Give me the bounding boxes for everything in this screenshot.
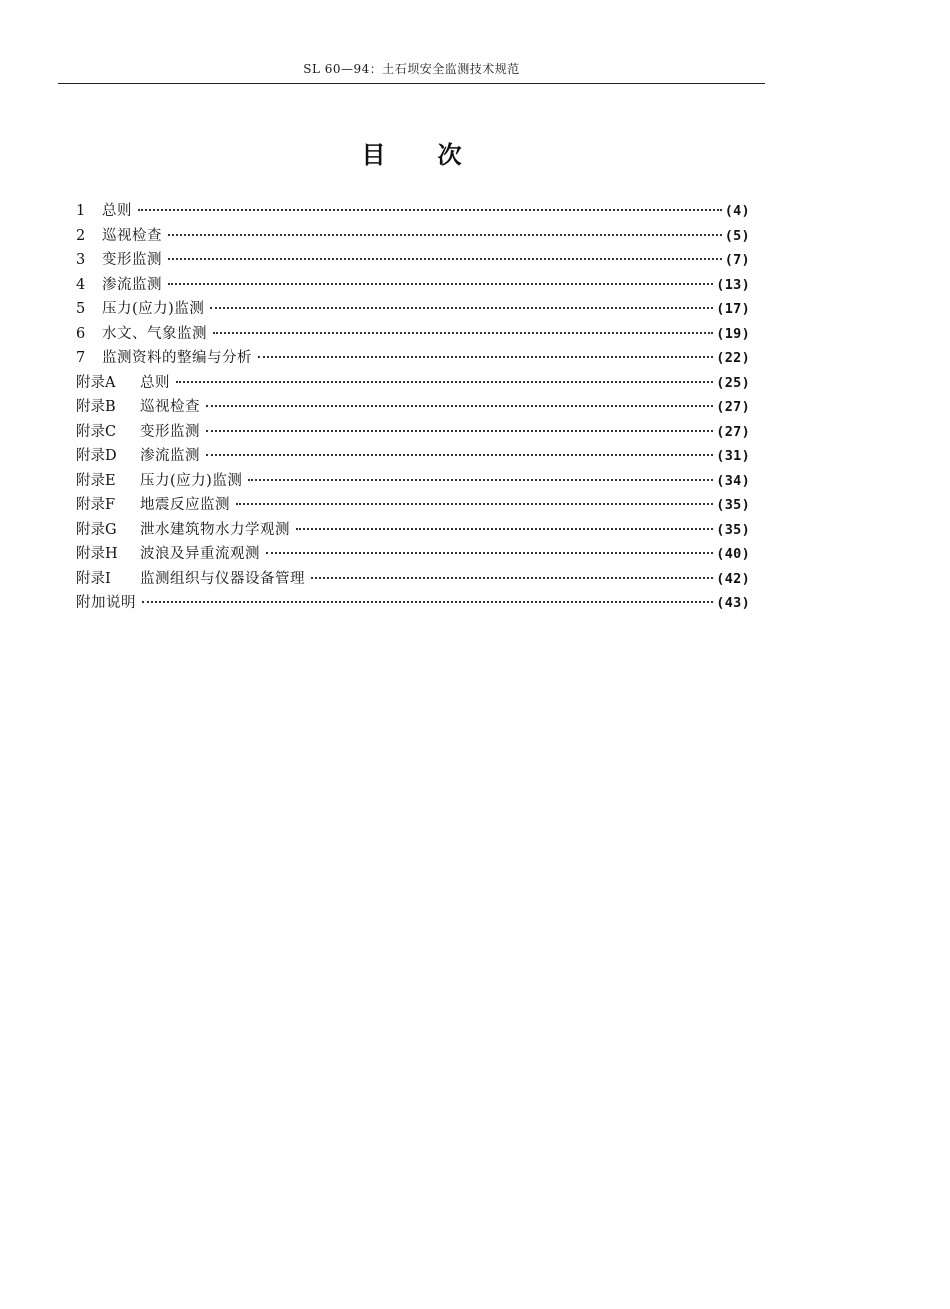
toc-entry-page: (43)	[716, 595, 750, 611]
toc-entry-chapter-5[interactable]	[76, 297, 750, 322]
toc-entry-appendix-b[interactable]	[76, 395, 750, 420]
dot-leader	[311, 577, 713, 579]
toc-entry-label: 变形监测	[102, 252, 162, 268]
dot-leader	[168, 258, 722, 260]
dot-leader	[142, 601, 713, 603]
toc-entry-number: 1	[76, 203, 86, 219]
toc-entry-label: 总则	[140, 374, 170, 391]
toc-entry-chapter-3[interactable]	[76, 248, 750, 273]
toc-entry-appendix-f[interactable]	[76, 493, 750, 518]
toc-entry-page: (27)	[716, 399, 750, 415]
toc-entry-appendix-i[interactable]	[76, 567, 750, 592]
toc-entry-label: 渗流监测	[102, 276, 162, 293]
toc-entry-label: 监测资料的整编与分析	[102, 350, 252, 366]
toc-entry-number: 3	[76, 252, 86, 268]
toc-entry-page: (5)	[724, 227, 750, 244]
dot-leader	[296, 528, 713, 530]
toc-entry-page: (25)	[716, 374, 750, 391]
toc-entry-number: 附录H	[76, 546, 118, 562]
toc-entry-label: 波浪及异重流观测	[140, 546, 260, 562]
dot-leader	[206, 454, 713, 456]
toc-entry-page: (27)	[716, 423, 750, 440]
toc-entry-number: 7	[76, 350, 86, 366]
toc-entry-label: 监测组织与仪器设备管理	[140, 570, 305, 587]
dot-leader	[210, 307, 713, 309]
toc-entry-page: (4)	[724, 203, 750, 219]
toc-entry-page: (17)	[716, 301, 750, 317]
dot-leader	[168, 283, 713, 285]
toc-entry-appendix-g[interactable]	[76, 518, 750, 543]
toc-entry-page: (13)	[716, 276, 750, 293]
toc-entry-appendix-e[interactable]	[76, 469, 750, 494]
toc-entry-number: 附录D	[76, 448, 117, 464]
toc-entry-label: 巡视检查	[140, 399, 200, 415]
dot-leader	[168, 234, 722, 236]
toc-entry-number: 5	[76, 301, 86, 317]
toc-entry-label: 压力(应力)监测	[102, 301, 205, 317]
toc-entry-page: (19)	[716, 325, 750, 342]
toc-entry-page: (35)	[716, 521, 750, 538]
toc-entry-label: 水文、气象监测	[102, 325, 207, 342]
toc-entry-label: 压力(应力)监测	[140, 472, 243, 489]
dot-leader	[206, 430, 713, 432]
dot-leader	[213, 332, 713, 334]
dot-leader	[248, 479, 713, 481]
table-of-contents	[76, 199, 750, 616]
header-rule	[58, 83, 765, 84]
toc-entry-appendix-c[interactable]	[76, 420, 750, 445]
toc-entry-number: 附录G	[76, 521, 117, 538]
page-title: 目次	[361, 140, 514, 169]
toc-entry-label: 总则	[102, 203, 132, 219]
toc-entry-page: (40)	[716, 546, 750, 562]
toc-entry-number: 附录A	[76, 374, 116, 391]
dot-leader	[266, 552, 713, 554]
toc-entry-label: 地震反应监测	[140, 497, 230, 513]
toc-entry-label: 附加说明	[76, 595, 136, 611]
toc-entry-appendix-a[interactable]	[76, 371, 750, 396]
toc-entry-appendix-d[interactable]	[76, 444, 750, 469]
toc-entry-chapter-2[interactable]	[76, 224, 750, 249]
dot-leader	[206, 405, 713, 407]
toc-entry-chapter-7[interactable]	[76, 346, 750, 371]
toc-entry-chapter-4[interactable]	[76, 273, 750, 298]
toc-entry-appendix-h[interactable]	[76, 542, 750, 567]
toc-entry-page: (34)	[716, 472, 750, 489]
toc-entry-page: (22)	[716, 350, 750, 366]
toc-entry-number: 2	[76, 227, 86, 244]
toc-entry-label: 泄水建筑物水力学观测	[140, 521, 290, 538]
toc-entry-number: 附录C	[76, 423, 117, 440]
toc-entry-number: 附录F	[76, 497, 116, 513]
toc-entry-number: 6	[76, 325, 86, 342]
toc-entry-number: 附录E	[76, 472, 116, 489]
toc-entry-page: (7)	[724, 252, 750, 268]
toc-entry-number: 4	[76, 276, 86, 293]
toc-entry-chapter-6[interactable]	[76, 322, 750, 347]
toc-entry-chapter-1[interactable]	[76, 199, 750, 224]
toc-entry-label: 渗流监测	[140, 448, 200, 464]
toc-entry-number: 附录B	[76, 399, 116, 415]
running-header: SL 60—94：土石坝安全监测技术规范	[303, 62, 520, 76]
dot-leader	[236, 503, 713, 505]
dot-leader	[138, 209, 722, 211]
toc-entry-additional-notes[interactable]	[76, 591, 750, 616]
toc-entry-label: 巡视检查	[102, 227, 162, 244]
toc-entry-page: (35)	[716, 497, 750, 513]
dot-leader	[258, 356, 713, 358]
toc-entry-number: 附录I	[76, 570, 111, 587]
toc-entry-page: (42)	[716, 570, 750, 587]
toc-entry-page: (31)	[716, 448, 750, 464]
dot-leader	[176, 381, 713, 383]
toc-entry-label: 变形监测	[140, 423, 200, 440]
